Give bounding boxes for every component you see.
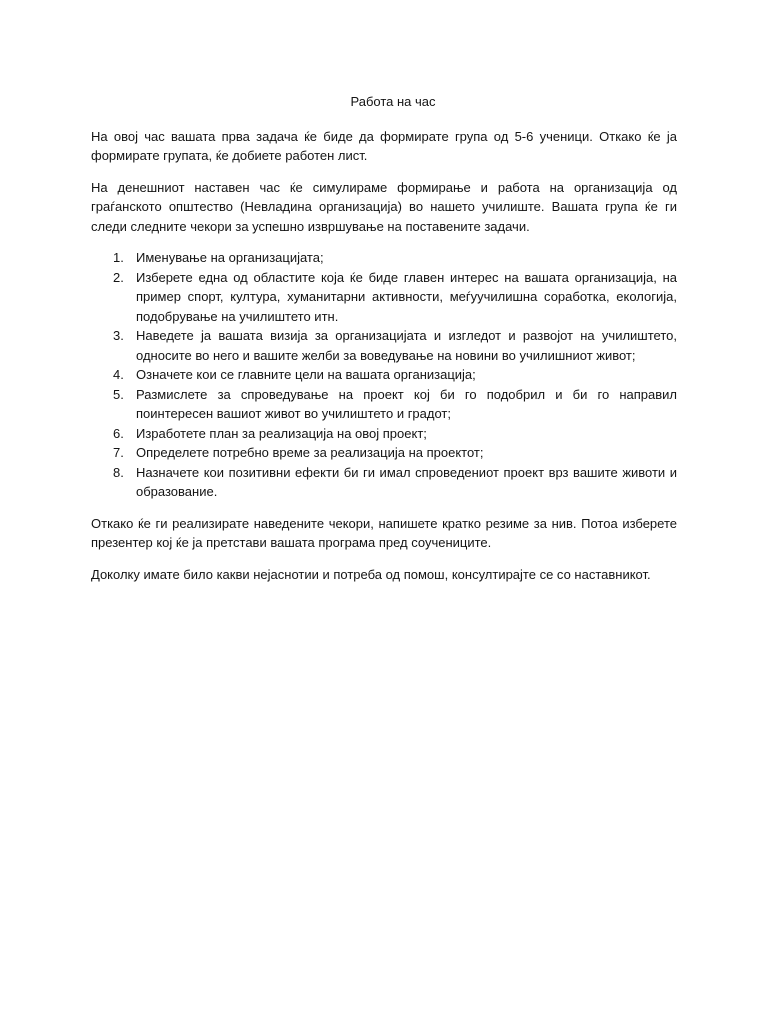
step-text: Определете потребно време за реализација на проектот; bbox=[136, 445, 484, 460]
intro-paragraph-2: На денешниот наставен час ќе симулираме формирање и работа на организација од граѓанското општество (Невладина организација) во нашето училиште. Вашата група ќе ги следи следните чекори за успешно извршување на поставените задачи. bbox=[91, 179, 677, 234]
step-number: 5. bbox=[113, 386, 124, 402]
steps-list bbox=[91, 248, 677, 502]
step-text: Размислете за спроведување на проект кој би го подобрил и би го направил поинтересен вашиот живот во училиштето и градот; bbox=[136, 386, 677, 421]
step-number: 4. bbox=[113, 367, 124, 382]
step-text: Назначете кои позитивни ефекти би ги имал спроведениот проект врз вашите животи и образование. bbox=[136, 464, 677, 499]
step-number: 2. bbox=[113, 269, 124, 285]
step-item bbox=[91, 443, 677, 463]
closing-paragraph-2: Доколку имате било какви нејаснотии и потреба од помош, консултирајте се со наставникот. bbox=[91, 566, 651, 582]
step-text: Именување на организацијата; bbox=[136, 250, 324, 265]
step-item bbox=[91, 268, 677, 327]
closing-paragraph-1: Откако ќе ги реализирате наведените чекори, напишете кратко резиме за нив. Потоа изберете презентер кој ќе ја претстави вашата програма пред соучениците. bbox=[91, 515, 677, 550]
step-number: 8. bbox=[113, 464, 124, 480]
step-text: Изберете една од областите која ќе биде главен интерес на вашата организација, на пример спорт, култура, хуманитарни активности, меѓуучилишна соработка, екологија, подобрување на училиштето итн. bbox=[136, 269, 677, 324]
step-item bbox=[91, 463, 677, 502]
document-title: Работа на час bbox=[350, 94, 436, 109]
step-item bbox=[91, 326, 677, 365]
step-number: 7. bbox=[113, 445, 124, 460]
intro-paragraph-1: На овој час вашата прва задача ќе биде да формирате група од 5-6 ученици. Откако ќе ја формирате групата, ќе добиете работен лист. bbox=[91, 128, 677, 163]
step-text: Изработете план за реализација на овој проект; bbox=[136, 425, 427, 441]
step-text: Наведете ја вашата визија за организацијата и изгледот и развојот на училиштето, односите во него и вашите желби за воведување на новини во училишниот живот; bbox=[136, 328, 677, 363]
step-number: 1. bbox=[113, 250, 124, 265]
document-body bbox=[91, 92, 677, 596]
step-number: 3. bbox=[113, 328, 124, 343]
step-text: Означете кои се главните цели на вашата организација; bbox=[136, 367, 476, 382]
step-number: 6. bbox=[113, 425, 124, 441]
step-item bbox=[91, 424, 677, 444]
step-item bbox=[91, 385, 677, 424]
step-item bbox=[91, 248, 677, 268]
step-item bbox=[91, 365, 677, 385]
